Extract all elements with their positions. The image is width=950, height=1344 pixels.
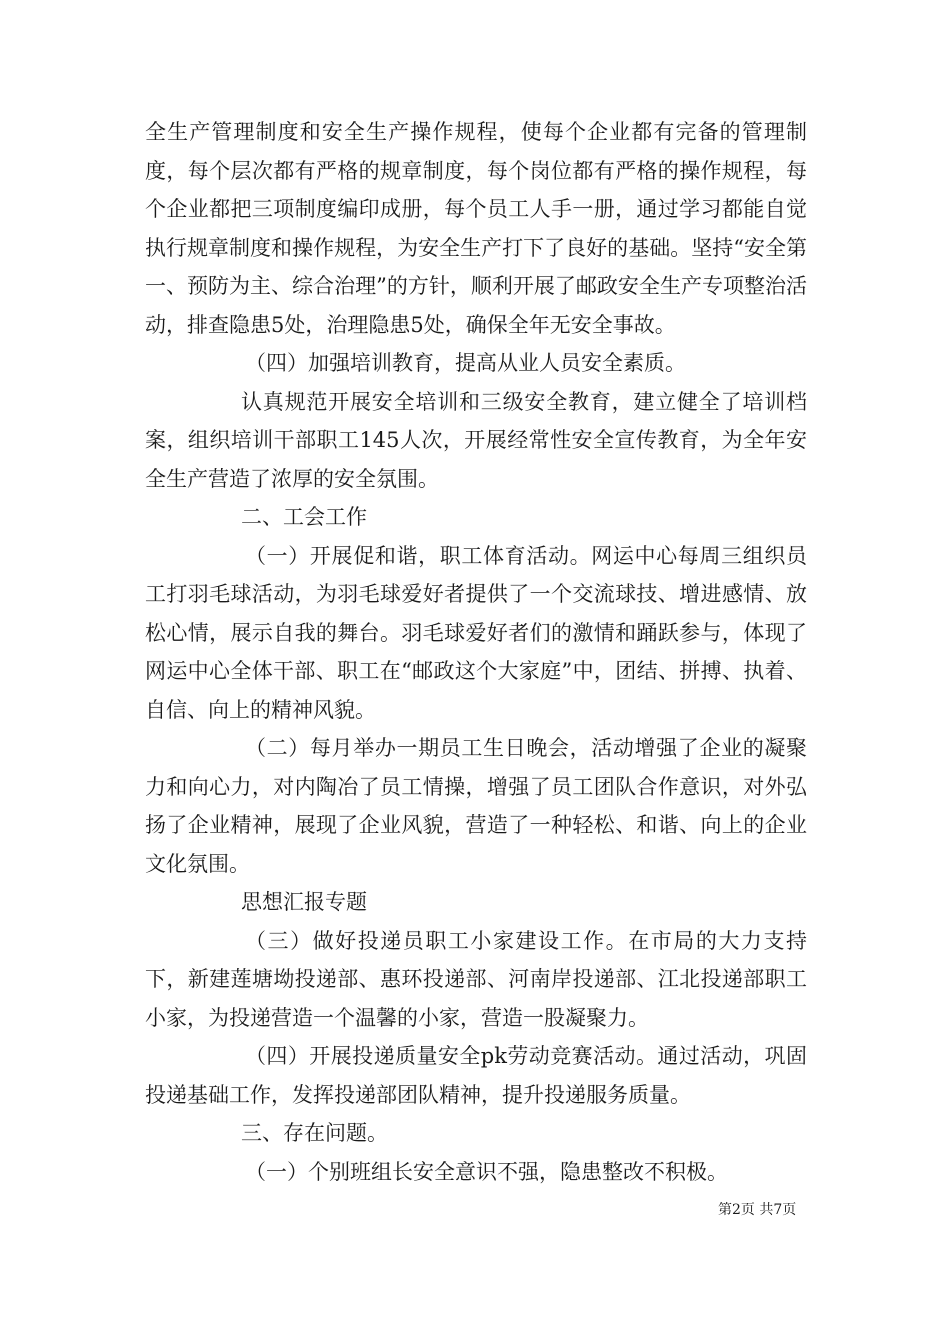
paragraph-training-details: 认真规范开展安全培训和三级安全教育，建立健全了培训档案，组织培训干部职工145人次，开展经常性安全宣传教育，为全年安全生产营造了浓厚的安全氛围。 — [145, 389, 807, 491]
paragraph-birthday-party: （二）每月举办一期员工生日晚会，活动增强了企业的凝聚力和向心力，对内陶冶了员工情操，增强了员工团队合作意识，对外弘扬了企业精神，展现了企业风貌，营造了一种轻松、和谐、向上的企业文化氛围。 — [145, 736, 807, 876]
section-heading-union-work: 二、工会工作 — [241, 505, 367, 529]
inline-topic-label: 思想汇报专题 — [241, 890, 367, 914]
paragraph-problem-one: （一）个别班组长安全意识不强，隐患整改不积极。 — [245, 1159, 728, 1184]
document-body — [145, 113, 807, 1191]
paragraph-courier-home: （三）做好投递员职工小家建设工作。在市局的大力支持下，新建莲塘坳投递部、惠环投递部、河南岸投递部、江北投递部职工小家，为投递营造一个温馨的小家，营造一股凝聚力。 — [145, 928, 807, 1030]
page-number-footer: 第2页 共7页 — [718, 1202, 797, 1218]
paragraph-sports-activities: （一）开展促和谐，职工体育活动。网运中心每周三组织员工打羽毛球活动，为羽毛球爱好者提供了一个交流球技、增进感情、放松心情，展示自我的舞台。羽毛球爱好者们的激情和踊跃参与，体现了网运中心全体干部、职工在“邮政这个大家庭”中，团结、拼搏、执着、自信、向上的精神风貌。 — [145, 543, 807, 722]
section-heading-problems: 三、存在问题。 — [241, 1121, 388, 1145]
paragraph-quality-competition: （四）开展投递质量安全pk劳动竞赛活动。通过活动，巩固投递基础工作，发挥投递部团队精神，提升投递服务质量。 — [145, 1044, 807, 1107]
paragraph-safety-regulations: 全生产管理制度和安全生产操作规程，使每个企业都有完备的管理制度，每个层次都有严格的规章制度，每个岗位都有严格的操作规程，每个企业都把三项制度编印成册，每个员工人手一册，通过学习都能自觉执行规章制度和操作规程，为安全生产打下了良好的基础。坚持“安全第一、预防为主、综合治理”的方针，顺利开展了邮政安全生产专项整治活动，排查隐患5处，治理隐患5处，确保全年无安全事故。 — [145, 120, 807, 337]
subheading-training-education: （四）加强培训教育，提高从业人员安全素质。 — [245, 351, 686, 375]
